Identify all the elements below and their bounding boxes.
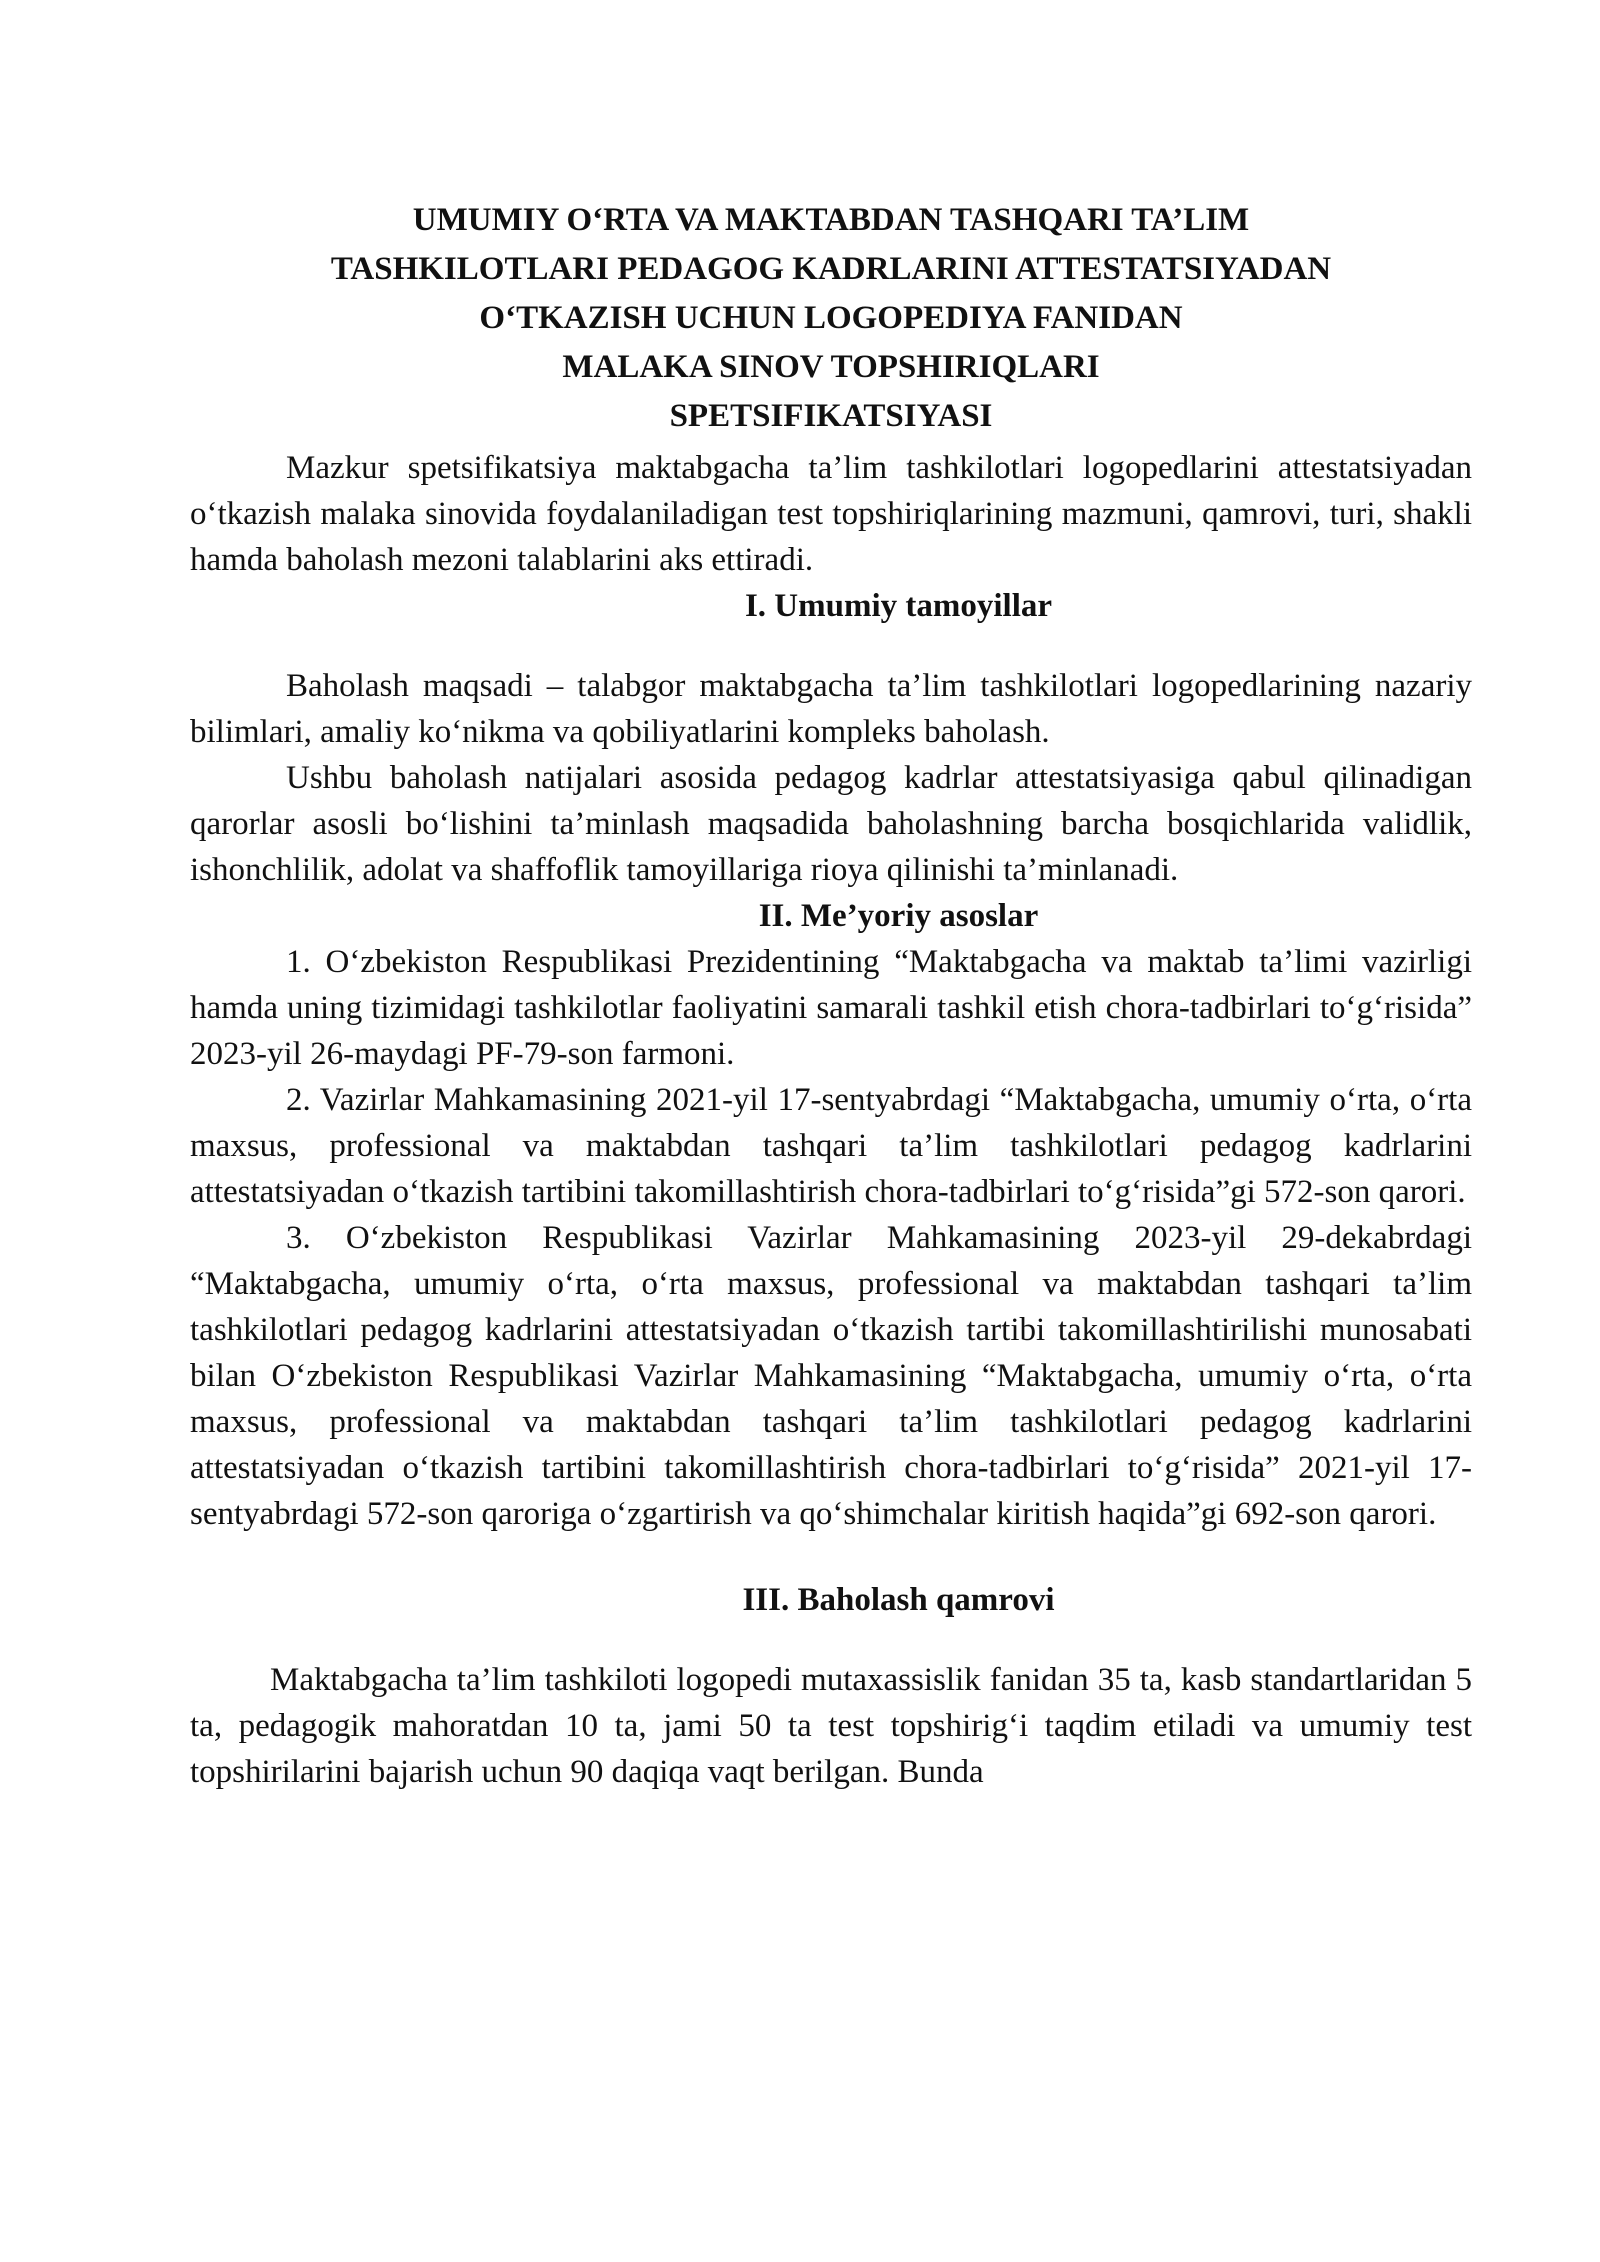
document-page (190, 196, 1472, 1795)
section-1-paragraph-1: Baholash maqsadi – talabgor maktabgacha ta’lim tashkilotlari logopedlarining nazariy bilimlari, amaliy ko‘nikma va qobiliyatlarini kompleks baholash. (190, 668, 1472, 750)
section-3-heading: III. Baholash qamrovi (742, 1582, 1055, 1618)
section-1-heading: I. Umumiy tamoyillar (744, 588, 1053, 624)
intro-paragraph: Mazkur spetsifikatsiya maktabgacha ta’lim tashkilotlari logopedlarini attestatsiyadan o‘tkazish malaka sinovida foydalaniladigan test topshiriqlarining mazmuni, qamrovi, turi, shakli hamda baholash mezoni talablarini aks ettiradi. (190, 450, 1472, 578)
document-title (190, 196, 1472, 441)
title-line-5: SPETSIFIKATSIYASI (669, 398, 993, 434)
title-line-1: UMUMIY O‘RTA VA MAKTABDAN TASHQARI TA’LIM (412, 202, 1250, 238)
section-2-item-3: 3. O‘zbekiston Respublikasi Vazirlar Mahkamasining 2023-yil 29-dekabrdagi “Maktabgacha, umumiy o‘rta, o‘rta maxsus, professional va maktabdan tashqari ta’lim tashkilotlari pedagog kadrlarini attestatsiyadan o‘tkazish tartibi takomillashtirilishi munosabati bilan O‘zbekiston Respublikasi Vazirlar Mahkamasining “Maktabgacha, umumiy o‘rta, o‘rta maxsus, professional va maktabdan tashqari ta’lim tashkilotlari pedagog kadrlarini attestatsiyadan o‘tkazish tartibini takomillashtirish chora-tadbirlari to‘g‘risida” 2021-yil 17-sentyabrdagi 572-son qaroriga o‘zgartirish va qo‘shimchalar kiritish haqida”gi 692-son qarori. (190, 1220, 1472, 1532)
section-3-paragraph: Maktabgacha ta’lim tashkiloti logopedi mutaxassislik fanidan 35 ta, kasb standartlaridan 5 ta, pedagogik mahoratdan 10 ta, jami 50 ta test topshirig‘i taqdim etiladi va umumiy test topshirilarini bajarish uchun 90 daqiqa vaqt berilgan. Bunda (190, 1662, 1472, 1790)
section-2-item-2: 2. Vazirlar Mahkamasining 2021-yil 17-sentyabrdagi “Maktabgacha, umumiy o‘rta, o‘rta maxsus, professional va maktabdan tashqari ta’lim tashkilotlari pedagog kadrlarini attestatsiyadan o‘tkazish tartibini takomillashtirish chora-tadbirlari to‘g‘risida”gi 572-son qarori. (190, 1082, 1472, 1210)
section-1-paragraph-2: Ushbu baholash natijalari asosida pedagog kadrlar attestatsiyasiga qabul qilinadigan qarorlar asosli bo‘lishini ta’minlash maqsadida baholashning barcha bosqichlarida validlik, ishonchlilik, adolat va shaffoflik tamoyillariga rioya qilinishi ta’minlanadi. (190, 760, 1472, 888)
title-line-2: TASHKILOTLARI PEDAGOG KADRLARINI ATTESTATSIYADAN (330, 251, 1332, 287)
title-line-3: O‘TKAZISH UCHUN LOGOPEDIYA FANIDAN (479, 300, 1183, 336)
section-2-item-1: 1. O‘zbekiston Respublikasi Prezidentining “Maktabgacha va maktab ta’limi vazirligi hamda uning tizimidagi tashkilotlar faoliyatini samarali tashkil etish chora-tadbirlari to‘g‘risida” 2023-yil 26-maydagi PF-79-son farmoni. (190, 944, 1472, 1072)
section-2-heading: II. Me’yoriy asoslar (758, 898, 1039, 934)
title-line-4: MALAKA SINOV TOPSHIRIQLARI (562, 349, 1100, 385)
